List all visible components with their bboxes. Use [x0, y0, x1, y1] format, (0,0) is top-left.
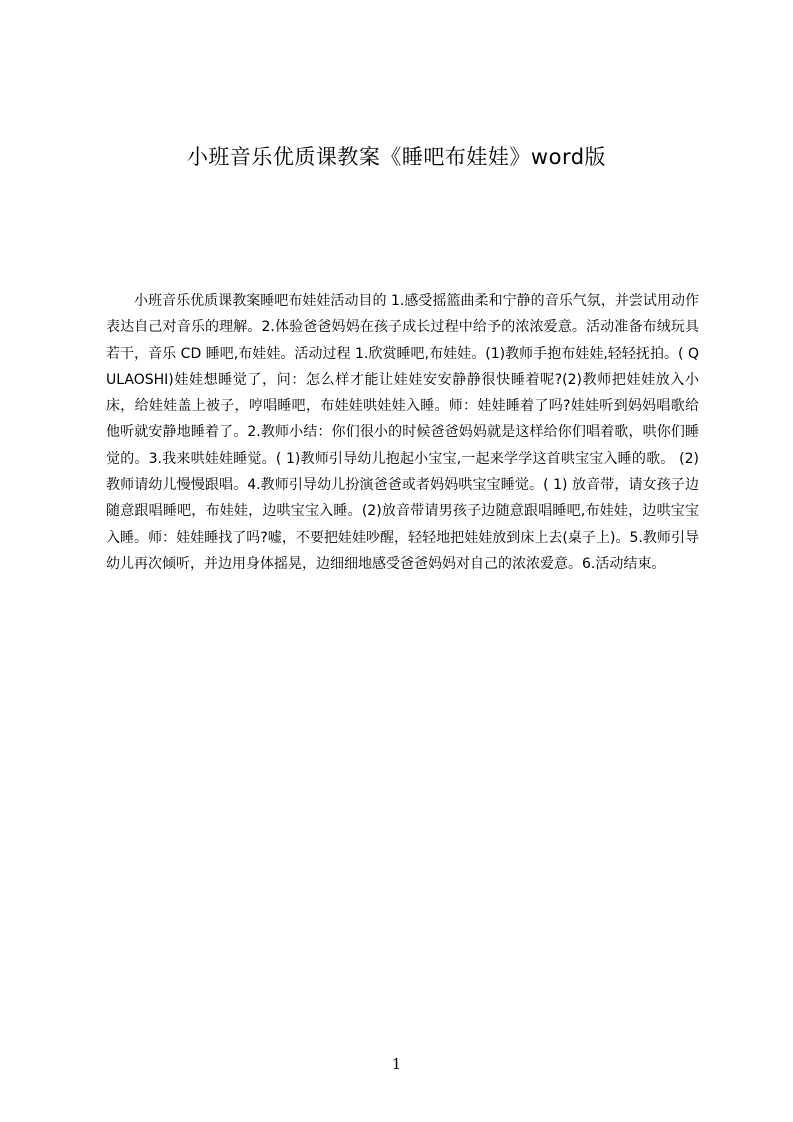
page-number: 1 — [391, 1055, 402, 1073]
page-title: 小班音乐优质课教案《睡吧布娃娃》word版 — [186, 145, 607, 169]
lesson-plan-body: 小班音乐优质课教案睡吧布娃娃活动目的 1.感受摇篮曲柔和宁静的音乐气氛，并尝试用动作表达自己对音乐的理解。2.体验爸爸妈妈在孩子成长过程中给予的浓浓爱意。活动准备布绒玩具若干，音乐 CD 睡吧,布娃娃。活动过程 1.欣赏睡吧,布娃娃。(1)教师手抱布娃娃,轻轻抚拍。( QULAOSHI)娃娃想睡觉了，问：怎么样才能让娃娃安安静静很快睡着呢?(2)教师把娃娃放入小床，给娃娃盖上被子，哼唱睡吧，布娃娃哄娃娃入睡。师：娃娃睡着了吗?娃娃听到妈妈唱歌给他听就安静地睡着了。2.教师小结：你们很小的时候爸爸妈妈就是这样给你们唱着歌，哄你们睡觉的。3.我来哄娃娃睡觉。( 1)教师引导幼儿抱起小宝宝,一起来学学这首哄宝宝入睡的歌。 (2)教师请幼儿慢慢跟唱。4.教师引导幼儿扮演爸爸或者妈妈哄宝宝睡觉。( 1) 放音带，请女孩子边随意跟唱睡吧，布娃娃，边哄宝宝入睡。(2)放音带请男孩子边随意跟唱睡吧,布娃娃，边哄宝宝入睡。师：娃娃睡找了吗?嘘，不要把娃娃吵醒，轻轻地把娃娃放到床上去(桌子上)。5.教师引导幼儿再次倾听，并边用身体摇晃，边细细地感受爸爸妈妈对自己的浓浓爱意。6.活动结束。 — [106, 293, 699, 572]
